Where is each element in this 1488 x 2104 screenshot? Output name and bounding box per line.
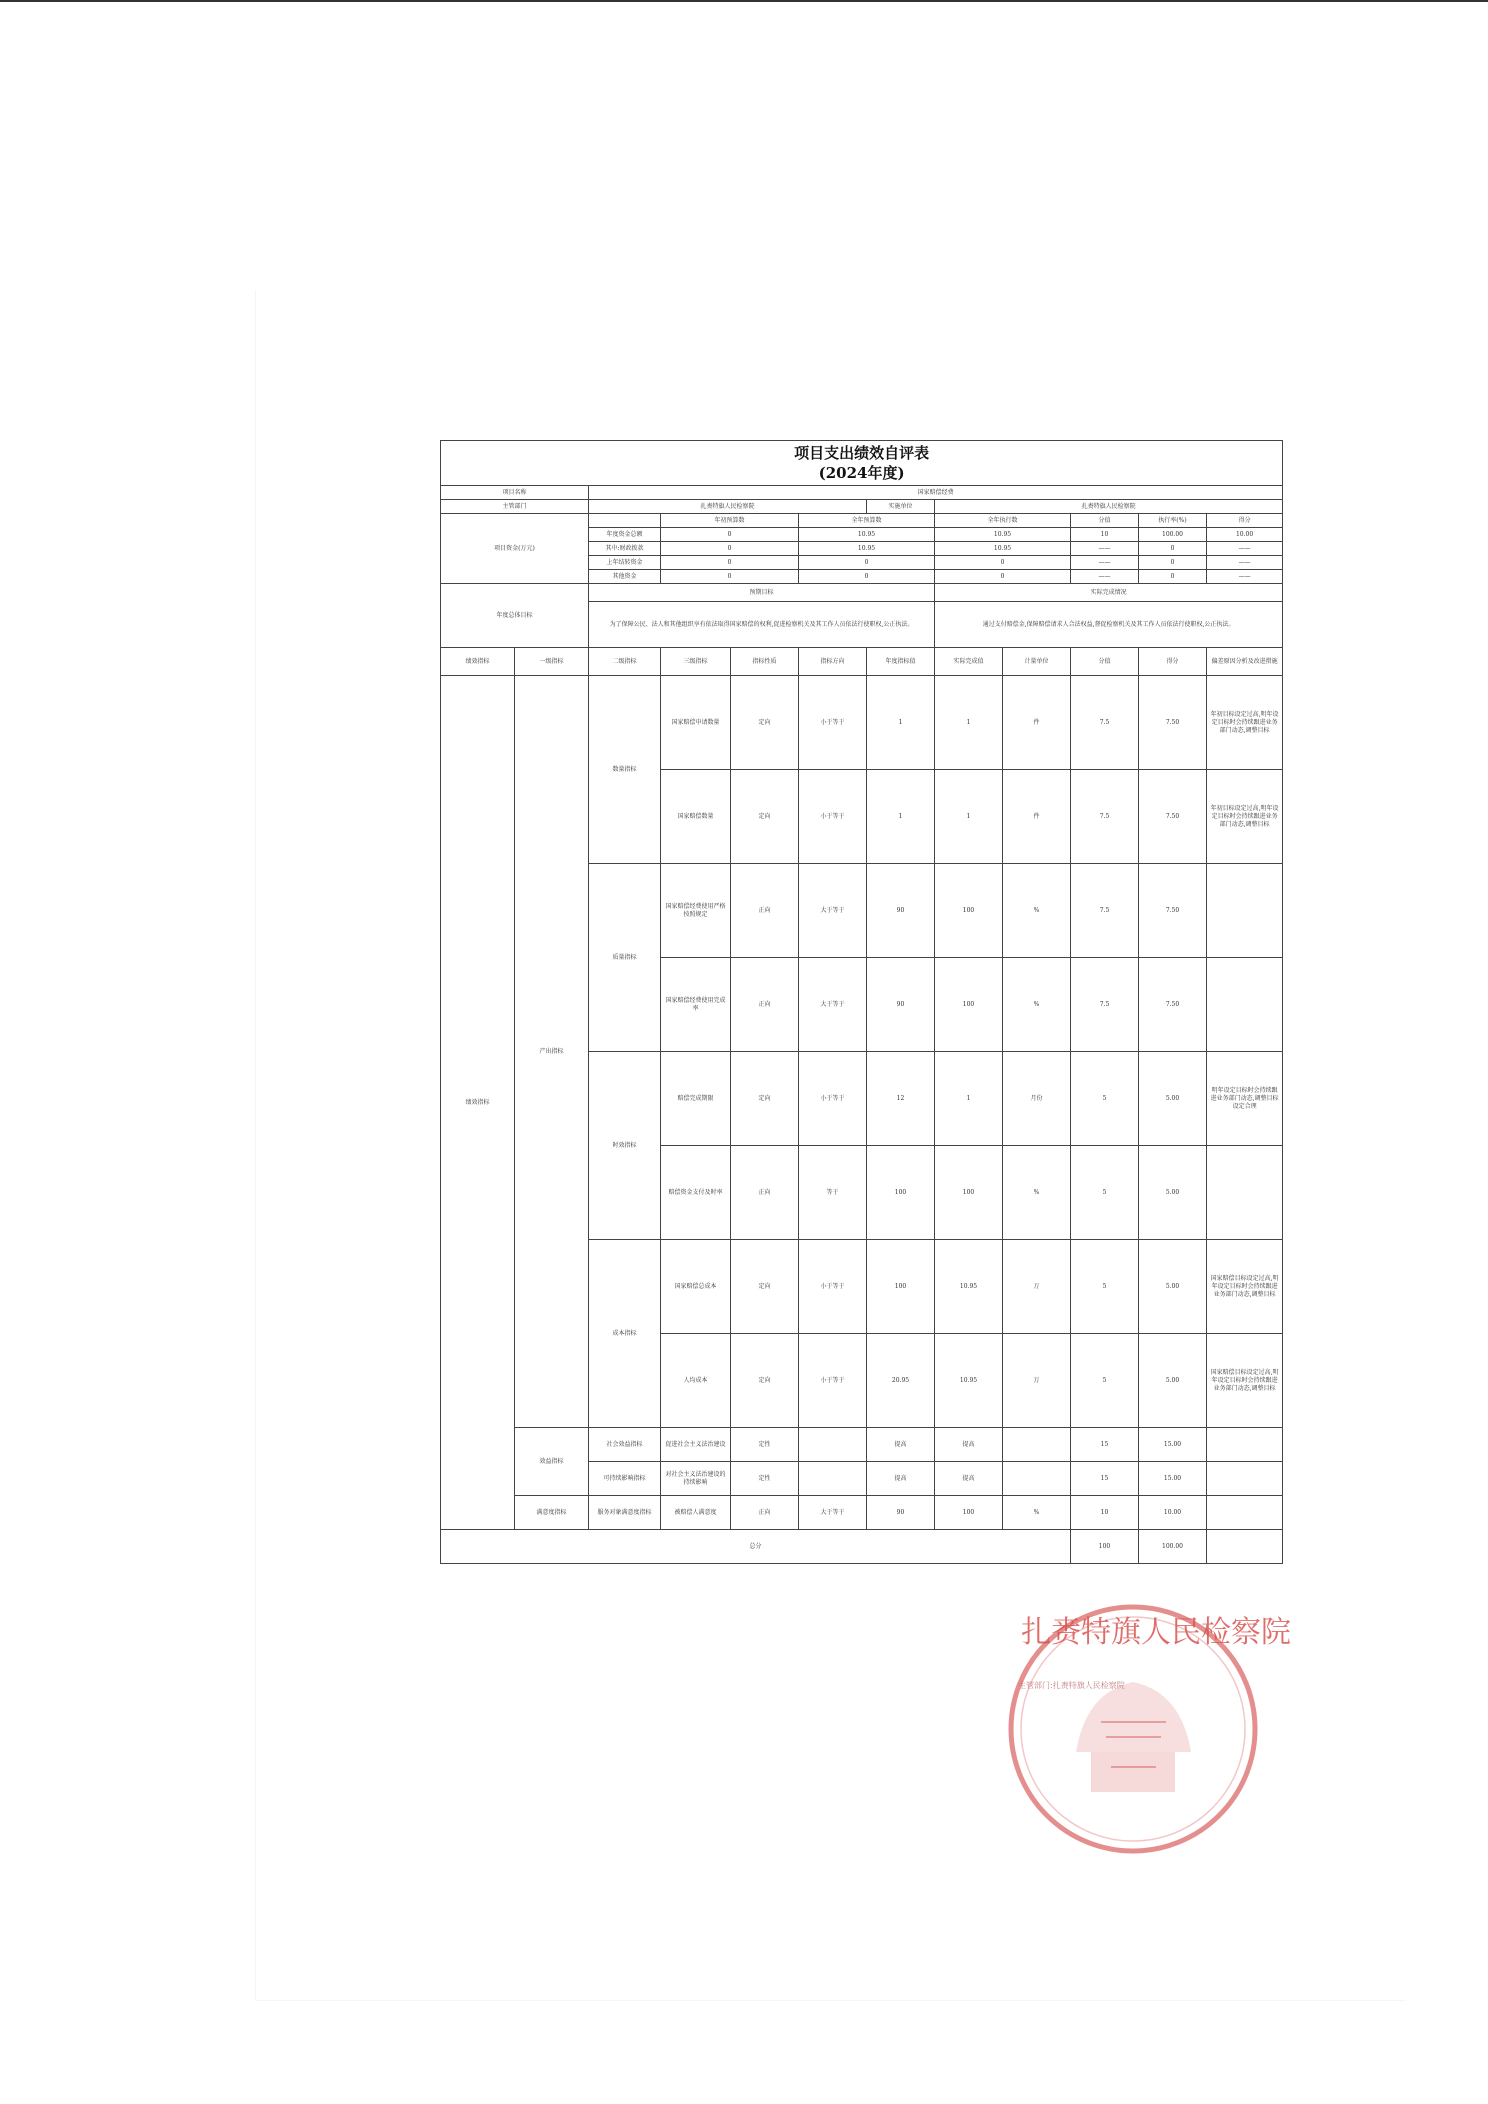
indicator-name: 赔偿完成期限	[661, 1052, 731, 1146]
col-header: 三级指标	[661, 648, 731, 676]
indicator-name: 对社会主义法治建设的持续影响	[661, 1462, 731, 1496]
total-got: 100.00	[1139, 1530, 1207, 1564]
indicator-name: 国家赔偿经费使用严格按照规定	[661, 864, 731, 958]
project-name-label: 项目名称	[441, 486, 589, 500]
quality-label: 质量指标	[589, 864, 661, 1052]
indicator-note: 国家赔偿目标设定过高,明年设定目标时会持续跟进业务部门动态,调整目标	[1207, 1334, 1283, 1428]
indicator-target: 提高	[867, 1462, 935, 1496]
indicator-note	[1207, 1462, 1283, 1496]
indicator-unit: 月份	[1003, 1052, 1071, 1146]
total-score: 100	[1071, 1530, 1139, 1564]
indicator-nature: 定向	[731, 1240, 799, 1334]
funds-cell: 0	[661, 542, 799, 556]
funds-header-blank	[589, 514, 661, 528]
funds-row-name: 上年结转资金	[589, 556, 661, 570]
seal-org-text: 扎赉特旗人民检察院	[1021, 1615, 1291, 1650]
indicator-got: 15.00	[1139, 1462, 1207, 1496]
goals-label: 年度总体目标	[441, 584, 589, 648]
col-header: 偏差原因分析及改进措施	[1207, 648, 1283, 676]
time-label: 时效指标	[589, 1052, 661, 1240]
indicator-got: 7.50	[1139, 958, 1207, 1052]
funds-cell: 10.95	[799, 528, 935, 542]
indicator-score: 15	[1071, 1428, 1139, 1462]
social-label: 社会效益指标	[589, 1428, 661, 1462]
funds-cell: 0	[661, 528, 799, 542]
indicator-name: 促进社会主义法治建设	[661, 1428, 731, 1462]
indicator-score: 7.5	[1071, 676, 1139, 770]
indicator-unit: 件	[1003, 770, 1071, 864]
indicator-unit	[1003, 1428, 1071, 1462]
indicator-note: 年初目标设定过高,明年设定目标时会持续跟进业务部门动态,调整目标	[1207, 676, 1283, 770]
funds-cell: ——	[1071, 570, 1139, 584]
cost-label: 成本指标	[589, 1240, 661, 1428]
total-label: 总分	[441, 1530, 1071, 1564]
indicator-name: 国家赔偿申请数量	[661, 676, 731, 770]
indicator-actual: 10.95	[935, 1240, 1003, 1334]
indicator-name: 被赔偿人满意度	[661, 1496, 731, 1530]
indicator-name: 国家赔偿经费使用完成率	[661, 958, 731, 1052]
indicator-nature: 定向	[731, 1334, 799, 1428]
indicator-got: 5.00	[1139, 1052, 1207, 1146]
indicator-note	[1207, 864, 1283, 958]
indicator-nature: 正向	[731, 864, 799, 958]
indicator-got: 5.00	[1139, 1334, 1207, 1428]
indicator-nature: 正向	[731, 1496, 799, 1530]
performance-table	[440, 440, 1283, 1564]
indicator-unit: %	[1003, 958, 1071, 1052]
project-name: 国家赔偿经费	[589, 486, 1283, 500]
indicator-direction: 小于等于	[799, 676, 867, 770]
indicator-score: 7.5	[1071, 864, 1139, 958]
indicator-got: 15.00	[1139, 1428, 1207, 1462]
indicator-note	[1207, 1496, 1283, 1530]
indicator-unit: 万	[1003, 1240, 1071, 1334]
indicator-direction: 小于等于	[799, 770, 867, 864]
funds-cell: 0	[1139, 556, 1207, 570]
indicator-score: 7.5	[1071, 958, 1139, 1052]
funds-cell: 0	[1139, 542, 1207, 556]
dept-label: 主管部门	[441, 500, 589, 514]
indicator-nature: 定性	[731, 1462, 799, 1496]
indicator-target: 100	[867, 1146, 935, 1240]
col-header: 得分	[1139, 648, 1207, 676]
indicator-nature: 定向	[731, 770, 799, 864]
funds-cell: 0	[935, 570, 1071, 584]
total-note	[1207, 1530, 1283, 1564]
col-header: 实际完成值	[935, 648, 1003, 676]
funds-row-name: 年度资金总额	[589, 528, 661, 542]
perf-label: 绩效指标	[441, 676, 515, 1530]
indicator-actual: 1	[935, 676, 1003, 770]
indicator-target: 20.95	[867, 1334, 935, 1428]
table-title: 项目支出绩效自评表	[794, 444, 930, 462]
indicator-note: 明年设定目标时会持续跟进业务部门动态,调整目标设定合理	[1207, 1052, 1283, 1146]
indicator-name: 人均成本	[661, 1334, 731, 1428]
col-header: 指标性质	[731, 648, 799, 676]
indicator-target: 90	[867, 958, 935, 1052]
indicator-target: 1	[867, 770, 935, 864]
funds-cell: ——	[1207, 542, 1283, 556]
indicator-direction: 大于等于	[799, 1496, 867, 1530]
indicator-direction: 大于等于	[799, 864, 867, 958]
expected-goal-label: 预期目标	[589, 584, 935, 602]
funds-header-5: 执行率(%)	[1139, 514, 1207, 528]
official-seal	[1006, 1602, 1291, 1856]
funds-cell: 10	[1071, 528, 1139, 542]
indicator-direction: 等于	[799, 1146, 867, 1240]
funds-cell: ——	[1207, 570, 1283, 584]
indicator-actual: 1	[935, 1052, 1003, 1146]
indicator-unit: %	[1003, 1496, 1071, 1530]
indicator-actual: 100	[935, 958, 1003, 1052]
indicator-actual: 1	[935, 770, 1003, 864]
table-title-cell	[441, 441, 1283, 486]
indicator-target: 100	[867, 1240, 935, 1334]
funds-cell: 0	[1139, 570, 1207, 584]
indicator-nature: 定性	[731, 1428, 799, 1462]
indicator-nature: 定向	[731, 1052, 799, 1146]
indicator-target: 90	[867, 1496, 935, 1530]
col-header: 年度指标值	[867, 648, 935, 676]
indicator-got: 7.50	[1139, 676, 1207, 770]
indicator-actual: 提高	[935, 1428, 1003, 1462]
indicator-note	[1207, 1146, 1283, 1240]
effect-label: 效益指标	[515, 1428, 589, 1496]
indicator-direction: 小于等于	[799, 1052, 867, 1146]
output-label: 产出指标	[515, 676, 589, 1428]
indicator-actual: 提高	[935, 1462, 1003, 1496]
funds-row-name: 其中:财政拨款	[589, 542, 661, 556]
indicator-name: 国家赔偿数量	[661, 770, 731, 864]
indicator-got: 7.50	[1139, 770, 1207, 864]
expected-goal-text: 为了保障公民、法人和其他组织享有依法取得国家赔偿的权利,促进检察机关及其工作人员依法行使职权,公正执法。	[589, 602, 935, 648]
col-header: 指标方向	[799, 648, 867, 676]
indicator-name: 国家赔偿总成本	[661, 1240, 731, 1334]
col-header: 计量单位	[1003, 648, 1071, 676]
indicator-nature: 正向	[731, 1146, 799, 1240]
funds-cell: 0	[799, 556, 935, 570]
quantity-label: 数量指标	[589, 676, 661, 864]
seal-stamp-text: 主管部门:扎赉特旗人民检察院	[1018, 1681, 1125, 1690]
indicator-got: 7.50	[1139, 864, 1207, 958]
indicator-score: 15	[1071, 1462, 1139, 1496]
funds-header-1: 年初预算数	[661, 514, 799, 528]
funds-cell: ——	[1071, 542, 1139, 556]
impl-label: 实施单位	[867, 500, 935, 514]
funds-cell: 0	[935, 556, 1071, 570]
indicator-got: 5.00	[1139, 1240, 1207, 1334]
funds-row-name: 其他资金	[589, 570, 661, 584]
indicator-note	[1207, 958, 1283, 1052]
indicator-score: 7.5	[1071, 770, 1139, 864]
indicator-target: 90	[867, 864, 935, 958]
funds-header-3: 全年执行数	[935, 514, 1071, 528]
col-header: 一级指标	[515, 648, 589, 676]
funds-label: 项目资金(万元)	[441, 514, 589, 584]
service-label: 服务对象满意度指标	[589, 1496, 661, 1530]
indicator-got: 5.00	[1139, 1146, 1207, 1240]
indicator-unit: 万	[1003, 1334, 1071, 1428]
funds-cell: 10.95	[799, 542, 935, 556]
indicator-score: 5	[1071, 1334, 1139, 1428]
impl-value: 扎赉特旗人民检察院	[935, 500, 1283, 514]
page-top-border	[0, 0, 1488, 2]
indicator-actual: 100	[935, 1496, 1003, 1530]
indicator-unit: %	[1003, 1146, 1071, 1240]
col-header: 绩效指标	[441, 648, 515, 676]
indicator-actual: 100	[935, 1146, 1003, 1240]
indicator-direction: 小于等于	[799, 1334, 867, 1428]
indicator-direction	[799, 1462, 867, 1496]
indicator-score: 10	[1071, 1496, 1139, 1530]
actual-goal-label: 实际完成情况	[935, 584, 1283, 602]
funds-cell: 10.95	[935, 542, 1071, 556]
indicator-target: 12	[867, 1052, 935, 1146]
indicator-direction: 大于等于	[799, 958, 867, 1052]
satisfaction-label: 满意度指标	[515, 1496, 589, 1530]
sustain-label: 可持续影响指标	[589, 1462, 661, 1496]
indicator-unit: %	[1003, 864, 1071, 958]
actual-goal-text: 通过支付赔偿金,保障赔偿请求人合法权益,督促检察机关及其工作人员依法行使职权,公正执法。	[935, 602, 1283, 648]
indicator-name: 赔偿资金支付及时率	[661, 1146, 731, 1240]
funds-cell: 100.00	[1139, 528, 1207, 542]
performance-form	[440, 440, 1282, 1585]
indicator-target: 提高	[867, 1428, 935, 1462]
indicator-actual: 100	[935, 864, 1003, 958]
funds-cell: ——	[1071, 556, 1139, 570]
funds-header-4: 分值	[1071, 514, 1139, 528]
indicator-score: 5	[1071, 1146, 1139, 1240]
dept-value: 扎赉特旗人民检察院	[589, 500, 867, 514]
indicator-got: 10.00	[1139, 1496, 1207, 1530]
funds-cell: 10.00	[1207, 528, 1283, 542]
indicator-score: 5	[1071, 1052, 1139, 1146]
indicator-nature: 定向	[731, 676, 799, 770]
funds-cell: 10.95	[935, 528, 1071, 542]
indicator-note	[1207, 1428, 1283, 1462]
indicator-note: 年初目标设定过高,明年设定目标时会持续跟进业务部门动态,调整目标	[1207, 770, 1283, 864]
indicator-unit	[1003, 1462, 1071, 1496]
indicator-score: 5	[1071, 1240, 1139, 1334]
indicator-note: 国家赔偿目标设定过高,明年设定目标时会持续跟进业务部门动态,调整目标	[1207, 1240, 1283, 1334]
funds-cell: ——	[1207, 556, 1283, 570]
col-header: 分值	[1071, 648, 1139, 676]
indicator-nature: 正向	[731, 958, 799, 1052]
funds-cell: 0	[799, 570, 935, 584]
table-subtitle: (2024年度)	[818, 464, 905, 482]
funds-header-6: 得分	[1207, 514, 1283, 528]
indicator-direction	[799, 1428, 867, 1462]
indicator-target: 1	[867, 676, 935, 770]
col-header: 二级指标	[589, 648, 661, 676]
funds-cell: 0	[661, 556, 799, 570]
indicator-direction: 小于等于	[799, 1240, 867, 1334]
funds-header-2: 全年预算数	[799, 514, 935, 528]
indicator-actual: 10.95	[935, 1334, 1003, 1428]
indicator-unit: 件	[1003, 676, 1071, 770]
funds-cell: 0	[661, 570, 799, 584]
